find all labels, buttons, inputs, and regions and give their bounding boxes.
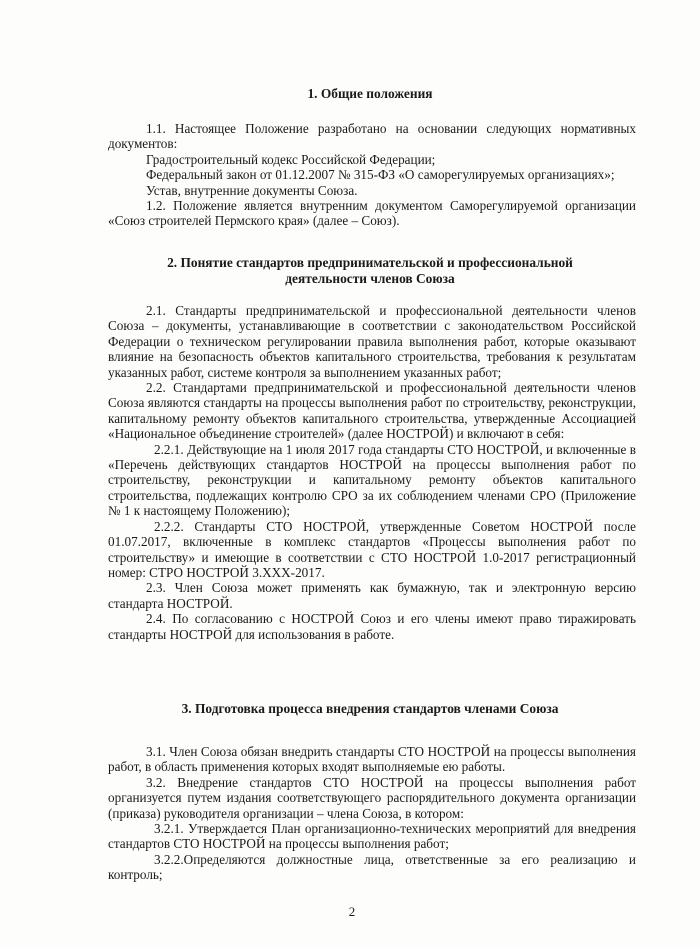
- paragraph-2-2-1: 2.2.1. Действующие на 1 июля 2017 года стандарты СТО НОСТРОЙ, и включенные в «Перечень действующих стандартов НОСТРОЙ на процессы выполнения работ по строительству, реконструкции и капитальному ремонту объектов капитального строительства, подлежащих контролю СРО за их соблюдением членами СРО (Приложение № 1 к настоящему Положению);: [108, 441, 636, 519]
- section-3-title: 3. Подготовка процесса внедрения стандартов членами Союза: [181, 701, 559, 716]
- section-1-title: 1. Общие положения: [307, 86, 433, 101]
- paragraph-1-1: 1.1. Настоящее Положение разработано на основании следующих нормативных документов:: [108, 121, 636, 152]
- paragraph-2-2: 2.2. Стандартами предпринимательской и профессиональной деятельности членов Союза являются стандарты на процессы выполнения работ по строительству, реконструкции, капитальному ремонту объектов капитального строительства, утвержденные Ассоциацией «Национальное объединение строителей» (далее НОСТРОЙ) и включают в себя:: [108, 380, 636, 442]
- paragraph-3-2-2: 3.2.2.Определяются должностные лица, ответственные за его реализацию и контроль;: [108, 851, 636, 883]
- paragraph-federal-law: Федеральный закон от 01.12.2007 № 315-ФЗ «О саморегулируемых организациях»;: [146, 167, 615, 183]
- paragraph-3-1: 3.1. Член Союза обязан внедрить стандарты СТО НОСТРОЙ на процессы выполнения работ, в область применения которых входят выполняемые ею работы.: [108, 744, 636, 775]
- section-2-title-line-1: 2. Понятие стандартов предпринимательской и профессиональной: [167, 255, 573, 270]
- section-2-body: [108, 303, 636, 642]
- section-2-title: [120, 255, 620, 287]
- paragraph-2-3: 2.3. Член Союза может применять как бумажную, так и электронную версию стандарта НОСТРОЙ.: [108, 580, 636, 611]
- paragraph-2-4: 2.4. По согласованию с НОСТРОЙ Союз и его члены имеют право тиражировать стандарты НОСТРОЙ для использования в работе.: [108, 611, 636, 642]
- section-2-title-line-2: деятельности членов Союза: [285, 271, 455, 286]
- paragraph-2-1: 2.1. Стандарты предпринимательской и профессиональной деятельности членов Союза – документы, устанавливающие в соответствии с законодательством Российской Федерации о техническом регулировании правила выполнения работ, которые оказывают влияние на безопасность объектов капитального строительства, требования к результатам указанных работ, системе контроля за выполнением указанных работ;: [108, 303, 636, 380]
- paragraph-charter: Устав, внутренние документы Союза.: [146, 182, 358, 198]
- page-number: 2: [348, 904, 356, 919]
- paragraph-1-2: 1.2. Положение является внутренним документом Саморегулируемой организации «Союз строителей Пермского края» (далее – Союз).: [108, 198, 636, 229]
- paragraph-3-2: 3.2. Внедрение стандартов СТО НОСТРОЙ на процессы выполнения работ организуется путем издания соответствующего распорядительного документа организации (приказа) руководителя организации – члена Союза, в котором:: [108, 774, 636, 821]
- paragraph-3-2-1: 3.2.1. Утверждается План организационно-технических мероприятий для внедрения стандартов СТО НОСТРОЙ на процессы выполнения работ;: [108, 821, 636, 852]
- section-3-body: [108, 744, 636, 883]
- paragraph-grad-code: Градостроительный кодекс Российской Федерации;: [146, 151, 436, 167]
- paragraph-2-2-2: 2.2.2. Стандарты СТО НОСТРОЙ, утвержденные Советом НОСТРОЙ после 01.07.2017, включенные в комплекс стандартов «Процессы выполнения работ по строительству» и имеющие в соответствии с СТО НОСТРОЙ 1.0-2017 регистрационный номер: СТРО НОСТРОЙ 3.ХХХ-2017.: [108, 518, 636, 580]
- section-1-body: [108, 121, 636, 229]
